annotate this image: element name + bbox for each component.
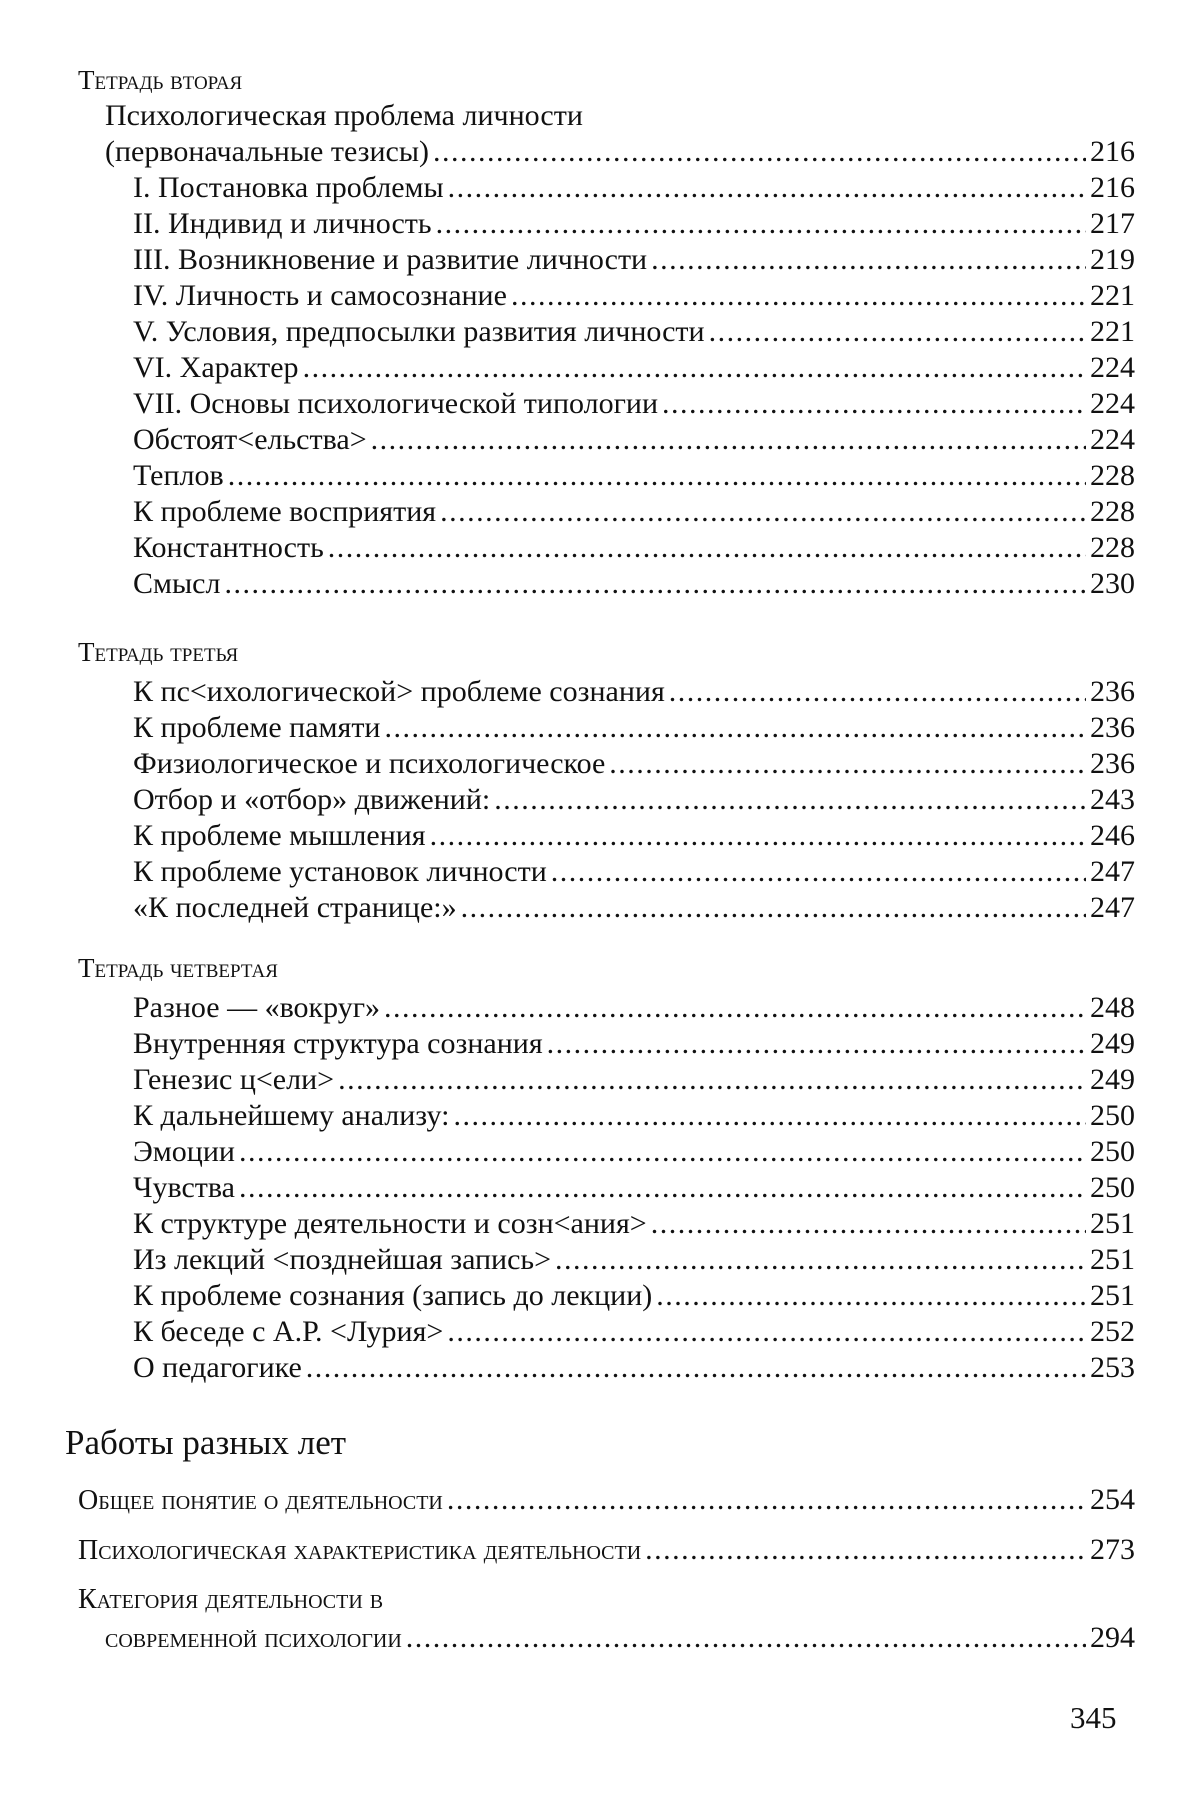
leader-dots — [306, 1350, 1086, 1386]
toc-entry-page: 246 — [1090, 819, 1135, 852]
toc-entry-label: VII. Основы психологической типологии — [133, 387, 658, 420]
toc-entry-page: 254 — [1090, 1483, 1135, 1516]
toc-entry — [133, 314, 1135, 350]
toc-entry — [133, 1062, 1135, 1098]
toc-entry — [133, 386, 1135, 422]
toc-entry-page: 248 — [1090, 991, 1135, 1024]
toc-entry — [105, 1620, 1135, 1657]
toc-entry-page: 217 — [1090, 207, 1135, 240]
toc-entry-label: К дальнейшему анализу: — [133, 1099, 450, 1132]
leader-dots — [447, 1482, 1086, 1518]
toc-entry — [133, 350, 1135, 386]
toc-entry — [133, 1206, 1135, 1242]
toc-entry-label: К проблеме установок личности — [133, 855, 547, 888]
section-heading-notebook-2: Тетрадь вторая — [78, 65, 243, 95]
toc-entry-page: 250 — [1090, 1099, 1135, 1132]
toc-entry — [78, 1532, 1135, 1569]
toc-entry-page: 230 — [1090, 567, 1135, 600]
toc-entry — [133, 1170, 1135, 1206]
toc-entry-label: I. Постановка проблемы — [133, 171, 444, 204]
toc-entry — [133, 890, 1135, 926]
toc-entry-page: 219 — [1090, 243, 1135, 276]
toc-entry-label: Эмоции — [133, 1135, 235, 1168]
toc-entry-page: 224 — [1090, 387, 1135, 420]
leader-dots — [440, 494, 1086, 530]
leader-dots — [406, 1620, 1086, 1656]
toc-entry — [133, 710, 1135, 746]
toc-entry — [133, 1350, 1135, 1386]
leader-dots — [609, 746, 1086, 782]
toc-entry-page: 228 — [1090, 495, 1135, 528]
toc-entry-label: К проблеме памяти — [133, 711, 381, 744]
toc-entry-label: Из лекций <позднейшая запись> — [133, 1243, 552, 1276]
leader-dots — [430, 818, 1086, 854]
toc-entry — [133, 1278, 1135, 1314]
toc-entry-label: Психологическая характеристика деятельности — [78, 1535, 642, 1566]
leader-dots — [228, 458, 1086, 494]
toc-entry — [133, 746, 1135, 782]
toc-entry-label: К структуре деятельности и созн<ания> — [133, 1207, 647, 1240]
toc-entry — [133, 494, 1135, 530]
toc-entry-label: Физиологическое и психологическое — [133, 747, 606, 780]
leader-dots — [656, 1278, 1086, 1314]
toc-entry-page: 253 — [1090, 1351, 1135, 1384]
leader-dots — [447, 1314, 1086, 1350]
toc-entry-label: II. Индивид и личность — [133, 207, 432, 240]
toc-entry-page: 243 — [1090, 783, 1135, 816]
toc-entry-label: VI. Характер — [133, 351, 299, 384]
leader-dots — [651, 1206, 1086, 1242]
toc-entry-label: Смысл — [133, 567, 221, 600]
toc-entry-label: V. Условия, предпосылки развития личности — [133, 315, 705, 348]
leader-dots — [511, 278, 1086, 314]
toc-entry-label: IV. Личность и самосознание — [133, 279, 507, 312]
toc-entry-page: 216 — [1090, 171, 1135, 204]
toc-entry — [133, 530, 1135, 566]
leader-dots — [385, 710, 1087, 746]
toc-entry — [133, 818, 1135, 854]
part-title: Работы разных лет — [65, 1423, 347, 1462]
toc-entry — [133, 422, 1135, 458]
toc-entry-label: Константность — [133, 531, 324, 564]
toc-entry — [133, 782, 1135, 818]
toc-entry-page: 221 — [1090, 279, 1135, 312]
toc-entry — [133, 1098, 1135, 1134]
toc-entry-label: К беседе с А.Р. <Лурия> — [133, 1315, 444, 1348]
toc-entry — [133, 1242, 1135, 1278]
toc-entry-label: К проблеме мышления — [133, 819, 426, 852]
toc-entry — [78, 1482, 1135, 1519]
toc-entry-page: 250 — [1090, 1171, 1135, 1204]
toc-entry — [105, 134, 1135, 170]
toc-entry-label: современной психологии — [105, 1623, 402, 1654]
leader-dots — [662, 386, 1086, 422]
leader-dots — [338, 1062, 1086, 1098]
toc-entry-label: Отбор и «отбор» движений: — [133, 783, 491, 816]
toc-entry — [133, 170, 1135, 206]
leader-dots — [453, 1098, 1086, 1134]
leader-dots — [551, 854, 1086, 890]
leader-dots — [555, 1242, 1086, 1278]
toc-entry-page: 228 — [1090, 531, 1135, 564]
toc-entry-page: 224 — [1090, 423, 1135, 456]
toc-entry-page: 216 — [1090, 135, 1135, 168]
toc-entry — [133, 854, 1135, 890]
toc-entry-page: 251 — [1090, 1243, 1135, 1276]
page-number: 345 — [1070, 1700, 1117, 1735]
toc-entry — [133, 674, 1135, 710]
leader-dots — [303, 350, 1086, 386]
toc-entry-label: К проблеме сознания (запись до лекции) — [133, 1279, 653, 1312]
toc-entry-label: Разное — «вокруг» — [133, 991, 381, 1024]
toc-entry — [133, 1026, 1135, 1062]
toc-entry-label: «К последней странице:» — [133, 891, 457, 924]
leader-dots — [239, 1170, 1086, 1206]
toc-entry — [133, 566, 1135, 602]
leader-dots — [436, 206, 1086, 242]
toc-entry-title-line: Категория деятельности в — [78, 1584, 384, 1615]
toc-entry-page: 273 — [1090, 1533, 1135, 1566]
leader-dots — [494, 782, 1086, 818]
leader-dots — [371, 422, 1086, 458]
toc-entry — [133, 278, 1135, 314]
leader-dots — [384, 990, 1086, 1026]
leader-dots — [645, 1532, 1086, 1568]
toc-entry — [133, 458, 1135, 494]
toc-entry-label: Теплов — [133, 459, 224, 492]
leader-dots — [547, 1026, 1086, 1062]
toc-entry-label: Чувства — [133, 1171, 235, 1204]
toc-entry — [133, 1314, 1135, 1350]
leader-dots — [224, 566, 1086, 602]
toc-entry-label: (первоначальные тезисы) — [105, 135, 429, 168]
toc-entry-label: Общее понятие о деятельности — [78, 1485, 443, 1516]
toc-entry-page: 236 — [1090, 675, 1135, 708]
toc-entry-page: 228 — [1090, 459, 1135, 492]
leader-dots — [651, 242, 1086, 278]
leader-dots — [433, 134, 1086, 170]
toc-entry-page: 236 — [1090, 711, 1135, 744]
toc-entry-page: 294 — [1090, 1621, 1135, 1654]
toc-entry-page: 252 — [1090, 1315, 1135, 1348]
leader-dots — [669, 674, 1086, 710]
toc-entry-page: 249 — [1090, 1063, 1135, 1096]
toc-entry-label: III. Возникновение и развитие личности — [133, 243, 648, 276]
toc-entry-page: 249 — [1090, 1027, 1135, 1060]
toc-entry-page: 247 — [1090, 855, 1135, 888]
toc-entry-page: 224 — [1090, 351, 1135, 384]
toc-entry-page: 221 — [1090, 315, 1135, 348]
section-heading-notebook-3: Тетрадь третья — [78, 637, 239, 667]
toc-entry — [133, 206, 1135, 242]
toc-entry — [133, 990, 1135, 1026]
toc-entry-page: 236 — [1090, 747, 1135, 780]
toc-entry-page: 251 — [1090, 1207, 1135, 1240]
toc-entry-label: Внутренняя структура сознания — [133, 1027, 543, 1060]
toc-entry-page: 250 — [1090, 1135, 1135, 1168]
toc-entry-label: К пс<ихологической> проблеме сознания — [133, 675, 665, 708]
toc-entry-page: 247 — [1090, 891, 1135, 924]
toc-entry-label: О педагогике — [133, 1351, 302, 1384]
leader-dots — [709, 314, 1086, 350]
leader-dots — [239, 1134, 1086, 1170]
toc-entry-label: К проблеме восприятия — [133, 495, 437, 528]
toc-entry-page: 251 — [1090, 1279, 1135, 1312]
toc-entry — [133, 242, 1135, 278]
toc-entry — [133, 1134, 1135, 1170]
toc-entry-label: Обстоят<ельства> — [133, 423, 367, 456]
section-heading-notebook-4: Тетрадь четвертая — [78, 953, 278, 983]
toc-entry-label: Генезис ц<ели> — [133, 1063, 335, 1096]
toc-entry-title-line: Психологическая проблема личности — [105, 99, 583, 132]
leader-dots — [328, 530, 1086, 566]
leader-dots — [461, 890, 1086, 926]
leader-dots — [448, 170, 1086, 206]
